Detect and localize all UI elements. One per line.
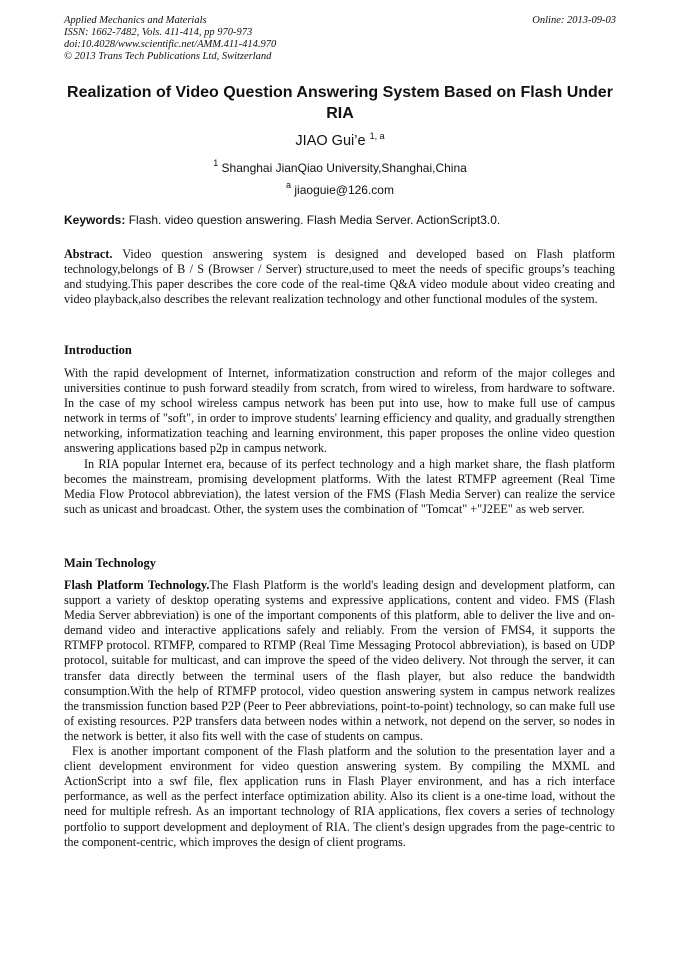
flash-platform-text: The Flash Platform is the world's leading design and development platform, can support a variety of desktop operating systems and expressive applications, content and video. FMS (Flash Media Server abbreviation) is one of the important components of this platform, able to deliver the live and on-demand video and interactive applications safely and reliably. From the version of FMS4, it supports the RTMFP protocol. RTMFP, compared to RTMP (Real Time Messaging Protocol abbreviation), is based on UDP protocol, suitable for multicast, and can improve the speed of the video delivery. Not through the server, it can transfer data directly between the terminal users of the flash player, but also reduce the bandwidth consumption.With the help of RTMFP protocol, video question answering system in campus network realizes the transmission function based P2P (Peer to Peer abbreviations, point-to-point) technology, so can make full use of existing resources. P2P transfers data between nodes within a network, not depend on the server, so nodes in the network is better, it also fits well with the case of students on campus.	[64, 578, 616, 743]
introduction-section	[64, 366, 615, 517]
author-line	[64, 131, 616, 149]
journal-header	[64, 15, 616, 63]
online-date: Online: 2013-09-03	[532, 15, 616, 26]
email-line	[64, 180, 616, 197]
affiliation-superscript: 1	[213, 158, 219, 168]
keywords-line	[64, 213, 616, 227]
author-name: JIAO Gui’e	[295, 133, 366, 149]
affiliation-line	[64, 158, 616, 175]
issn-line: ISSN: 1662-7482, Vols. 411-414, pp 970-973	[64, 27, 253, 38]
doi-line[interactable]: doi:10.4028/www.scientific.net/AMM.411-414.970	[64, 39, 277, 50]
email-superscript: a	[286, 180, 292, 190]
keywords-text: Flash. video question answering. Flash Media Server. ActionScript3.0.	[128, 213, 501, 227]
abstract-text: Video question answering system is designed and developed based on Flash platform technology,belongs of B / S (Browser / Server) structure,used to meet the needs of specific groups’s teaching and studying.This paper describes the core code of the real-time Q&A video module about video creating and video playback,also describes the relevant realization technology and other functional modules of the system.	[64, 247, 615, 307]
author-superscript: 1, a	[369, 131, 385, 141]
abstract-label: Abstract.	[64, 247, 113, 261]
journal-name: Applied Mechanics and Materials	[64, 15, 207, 26]
paper-title: Realization of Video Question Answering System Based on Flash Under RIA	[67, 84, 613, 122]
flash-platform-label: Flash Platform Technology.	[64, 578, 210, 592]
main-technology-section	[64, 578, 615, 850]
main-technology-heading: Main Technology	[64, 556, 157, 570]
abstract-paragraph	[64, 247, 615, 307]
copyright-line: © 2013 Trans Tech Publications Ltd, Switzerland	[64, 51, 272, 62]
introduction-paragraph-1: With the rapid development of Internet, informatization construction and reform of the major colleges and universities continue to push forward steadily from scratch, from wired to wireless, from hardware to software. In the case of my school wireless campus network has been put into use, how to make full use of campus network in terms of "soft", in order to improve students' learning efficiency and quality, and gradually strengthen networking, informatization teaching and learning environment, this paper proposes the online video question answering applications based p2p in campus network.	[64, 366, 615, 456]
author-email[interactable]: jiaoguie@126.com	[294, 183, 394, 197]
main-technology-paragraph-2: Flex is another important component of the Flash platform and the solution to the presentation layer and a client development environment for video question answering system. By compiling the MXML and ActionScript into a swf file, flex application runs in Flash Player environment, and has a rich interface performance, as well as the perfect interface optimization ability. Also its client is a one-time load, without the need for multiple refresh. As an important technology of RIA applications, flex covers a series of technology portfolio to support development and deployment of RIA. The client's design upgrades from the page-centric to the component-centric, which improves the design of client programs.	[64, 744, 615, 849]
keywords-label: Keywords:	[64, 213, 126, 227]
introduction-paragraph-2: In RIA popular Internet era, because of its perfect technology and a high market share, the flash platform becomes the mainstream, promising development platforms. With the latest RTMFP agreement (Real Time Media Flow Protocol abbreviation), the latest version of the FMS (Flash Media Server) can realize the service such as unicast and broadcast. Other, the system uses the combination of "Tomcat" +"J2EE" as web server.	[64, 456, 615, 516]
abstract-section	[64, 247, 615, 307]
introduction-heading: Introduction	[64, 343, 132, 357]
affiliation: Shanghai JianQiao University,Shanghai,China	[221, 161, 467, 175]
main-technology-paragraph-1	[64, 578, 615, 744]
